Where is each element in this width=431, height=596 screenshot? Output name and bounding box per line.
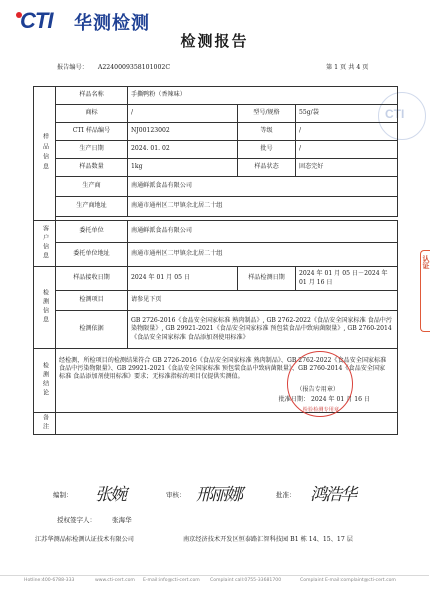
- report-number: [57, 62, 170, 71]
- report-number-label: 报告编号：: [57, 64, 88, 71]
- value-recv-date: 2024 年 01 月 05 日: [128, 267, 238, 291]
- label-batch: 批号: [238, 141, 296, 159]
- approve-date-value: 2024 年 01 月 16 日: [311, 395, 371, 403]
- value-model: 55g/袋: [296, 105, 398, 123]
- value-prod-date: 2024. 01. 02: [128, 141, 238, 159]
- label-sample-name: 样品名称: [56, 87, 128, 105]
- footer-complaint-email[interactable]: Complaint E-mail:complaint@cti-cert.com: [300, 578, 396, 583]
- section-remark: [34, 413, 56, 435]
- authorized-signer-label: 授权签字人：: [57, 516, 96, 524]
- watermark-logo-text: CTI: [385, 107, 405, 121]
- value-test-basis: GB 2726-2016《食品安全国家标准 熟肉制品》, GB 2762-2022《食品安全国家标准 食品中污染物限量》, GB 29921-2021《食品安全国家标准 预包装食品中致病菌限量》, GB 2760-2014《食品安全国家标准 食品添加剂使用标准》: [128, 311, 398, 349]
- conclusion-stamp-note: （报告专用章）: [296, 385, 340, 393]
- report-number-value: A2240009358101002C: [97, 64, 171, 71]
- editor-signature: 张婉: [95, 485, 125, 505]
- label-maker: 生产商: [56, 177, 128, 197]
- label-client-unit: 委托单位: [56, 221, 128, 243]
- label-model: 型号/规格: [238, 105, 296, 123]
- footer-divider: [0, 575, 429, 576]
- footer-web[interactable]: www.cti-cert.com: [95, 578, 135, 583]
- value-test-period: 2024 年 01 月 05 日－2024 年 01 月 16 日: [296, 267, 398, 291]
- page-info: 第 1 页 共 4 页: [326, 64, 369, 71]
- value-sample-name: 手撕鸭粉（香辣味）: [128, 87, 398, 105]
- value-state: 固态完好: [296, 159, 398, 177]
- label-brand: 商标: [56, 105, 128, 123]
- reviewer-signature: 邢丽娜: [196, 485, 241, 505]
- label-state: 样品状态: [238, 159, 296, 177]
- label-client-addr: 委托单位地址: [56, 243, 128, 267]
- value-qty: 1kg: [128, 159, 238, 177]
- section-sample-label: 样品信息: [41, 133, 49, 174]
- label-test-period: 样品检测日期: [238, 267, 296, 291]
- value-maker: 南通鲜派食品有限公司: [128, 177, 398, 197]
- section-remark-label: 备注: [41, 414, 49, 433]
- label-recv-date: 样品接收日期: [56, 267, 128, 291]
- label-cti-no: CTI 样品编号: [56, 123, 128, 141]
- value-batch: /: [296, 141, 398, 159]
- label-grade: 等级: [238, 123, 296, 141]
- footer-complaint-tel: Complaint call:0755-33681700: [210, 578, 282, 583]
- section-test: [34, 267, 56, 349]
- label-qty: 样品数量: [56, 159, 128, 177]
- footer-email[interactable]: E-mail:info@cti-cert.com: [143, 578, 200, 583]
- label-test-basis: 检测依据: [56, 311, 128, 349]
- section-client-label: 客户信息: [41, 225, 49, 262]
- value-remark: [56, 413, 398, 435]
- value-maker-addr: 南通市通州区二甲镇余北居二十组: [128, 197, 398, 217]
- value-test-items: 请参见下页: [128, 291, 398, 311]
- value-cti-no: NJ00123002: [128, 123, 238, 141]
- issuer-company: 江苏华测品标检测认证技术有限公司: [35, 536, 134, 543]
- authorized-signer: [57, 515, 132, 524]
- label-test-items: 检测项目: [56, 291, 128, 311]
- label-prod-date: 生产日期: [56, 141, 128, 159]
- authorized-signer-name: 张海华: [112, 516, 132, 524]
- conclusion-text: 经检测，所检项目的检测结果符合 GB 2726-2016《食品安全国家标准 熟肉制品》、GB 2762-2022《食品安全国家标准 食品中污染物限量》、GB 29921-2021《食品安全国家标准 预包装食品中致病菌限量》、GB 2760-2014《食品安全国家标准 食品添加剂使用标准》要求；无标准指标的项目仅提供实测值。: [59, 356, 387, 381]
- conclusion-cell: [56, 349, 398, 413]
- report-table: [33, 86, 398, 435]
- section-conclusion: [34, 349, 56, 413]
- logo-latin: CTI: [20, 8, 53, 33]
- approver-block: [276, 490, 296, 499]
- approver-label: 批准：: [276, 491, 296, 499]
- value-grade: /: [296, 123, 398, 141]
- report-title: 检测报告: [180, 32, 249, 50]
- section-sample: [34, 87, 56, 221]
- editor-block: [53, 490, 73, 499]
- footer-hotline: Hotline:400-6788-333: [24, 578, 75, 583]
- official-seal-label: 检验检测专用章: [302, 407, 340, 413]
- editor-label: 编制：: [53, 491, 73, 499]
- label-maker-addr: 生产商地址: [56, 197, 128, 217]
- value-brand: /: [128, 105, 238, 123]
- reviewer-label: 审核：: [166, 491, 186, 499]
- approver-signature: 鸿浩华: [310, 485, 355, 505]
- section-conclusion-label: 检测结论: [41, 362, 49, 399]
- section-client: [34, 221, 56, 267]
- reviewer-block: [166, 490, 186, 499]
- value-client-addr: 南通市通州区二甲镇余北居二十组: [128, 243, 398, 267]
- side-tab-label: 认证: [422, 255, 431, 269]
- logo-chinese: 华测检测: [74, 13, 150, 34]
- approve-date-label: 批准日期：: [278, 395, 310, 403]
- issuer-address: 南京经济技术开发区恒泰路汇智科技园 B1 栋 14、15、17 层: [183, 536, 353, 543]
- section-test-label: 检测信息: [41, 289, 49, 326]
- value-client-unit: 南通鲜派食品有限公司: [128, 221, 398, 243]
